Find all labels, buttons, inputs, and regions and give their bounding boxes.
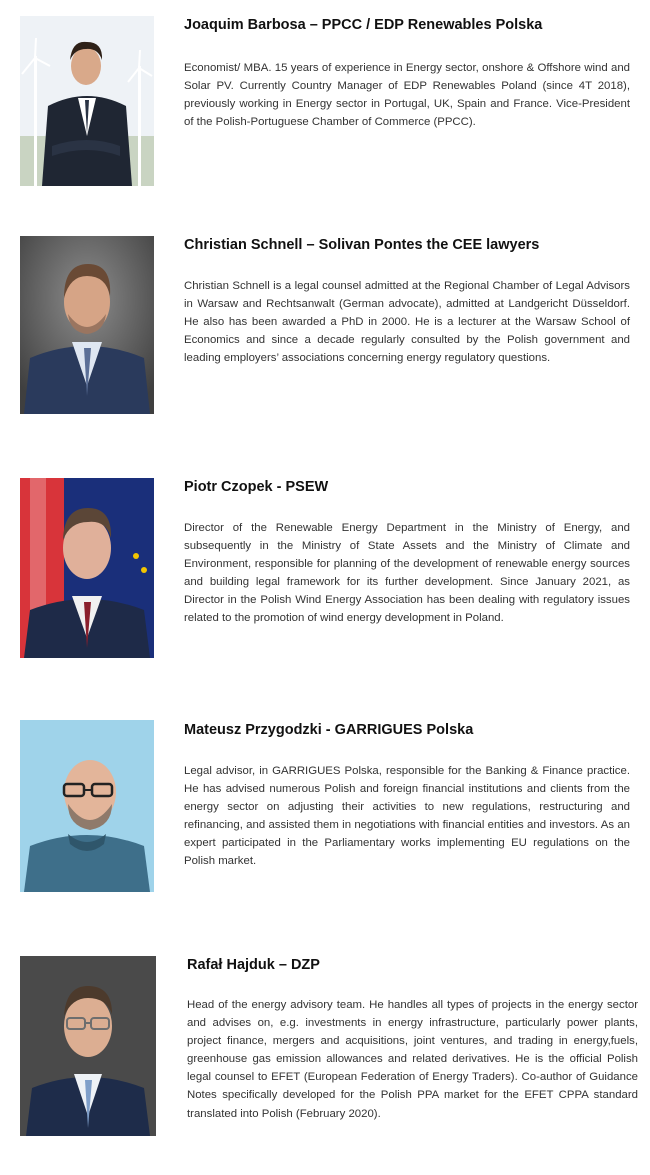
speaker-name: Christian Schnell – Solivan Pontes the CEE lawyers: [184, 237, 540, 253]
speaker-name: Joaquim Barbosa – PPCC / EDP Renewables Polska: [184, 17, 543, 33]
portrait-image: [20, 16, 154, 186]
speaker-name: Piotr Czopek - PSEW: [184, 479, 329, 495]
speaker-bio: Head of the energy advisory team. He handles all types of projects in the energy sector and advises on, e.g. investments in energy infrastructure, particularly power plants, project finance, mergers and acquisitions, joint ventures, and trading in energy,fuels, greenhouse gas emission allowances and related derivatives. He is the official Polish legal counsel to EFET (European Federation of Energy Traders). Co-author of Guidance Notes specifically developed for the Polish PPA market for the EFET CPPA standard translated into Polish (February 2020).: [187, 999, 638, 1120]
portrait-image: [20, 956, 156, 1136]
speaker-photo: [20, 16, 154, 186]
speaker-photo: [20, 956, 156, 1136]
speaker-photo: [20, 236, 154, 414]
speaker-bio: Legal advisor, in GARRIGUES Polska, responsible for the Banking & Finance practice. He has advised numerous Polish and foreign financial institutions and clients from the energy sector on adjusting their activities to new regulations, restructuring and refinancing, and assisted them in negotiations with financial entities and investors. As an expert participated in the Parliamentary works implementing EU regulations on the Polish market.: [184, 765, 630, 868]
speaker-name: Rafał Hajduk – DZP: [187, 957, 320, 973]
speaker-photo: [20, 478, 154, 658]
speaker-bio: Director of the Renewable Energy Department in the Ministry of Energy, and subsequently in the Ministry of State Assets and the Ministry of Climate and Environment, responsible for planning of the development of renewable energy sources and building legal framework for its further development. Since January 2021, as Director in the Polish Wind Energy Association has been dealing with regulatory issues related to the promotion of wind energy development in Poland.: [184, 522, 630, 625]
speaker-photo: [20, 720, 154, 892]
portrait-image: [20, 720, 154, 892]
portrait-image: [20, 478, 154, 658]
speaker-bio: Christian Schnell is a legal counsel admitted at the Regional Chamber of Legal Advisors in Warsaw and Rechtsanwalt (German advocate), admitted at Landgericht Düsseldorf. He also has been awarded a PhD in 2000. He is a lecturer at the Warsaw School of Economics and since a decade regularly consulted by the Polish government and leading employers’ associations concerning energy regulatory questions.: [184, 280, 630, 365]
speaker-name: Mateusz Przygodzki - GARRIGUES Polska: [184, 722, 474, 738]
portrait-image: [20, 236, 154, 414]
speaker-bio: Economist/ MBA. 15 years of experience in Energy sector, onshore & Offshore wind and Solar PV. Currently Country Manager of EDP Renewables Poland (since 4T 2018), previously working in Energy sector in Portugal, UK, Spain and France. Vice-President of the Polish-Portuguese Chamber of Commerce (PPCC).: [184, 62, 630, 129]
